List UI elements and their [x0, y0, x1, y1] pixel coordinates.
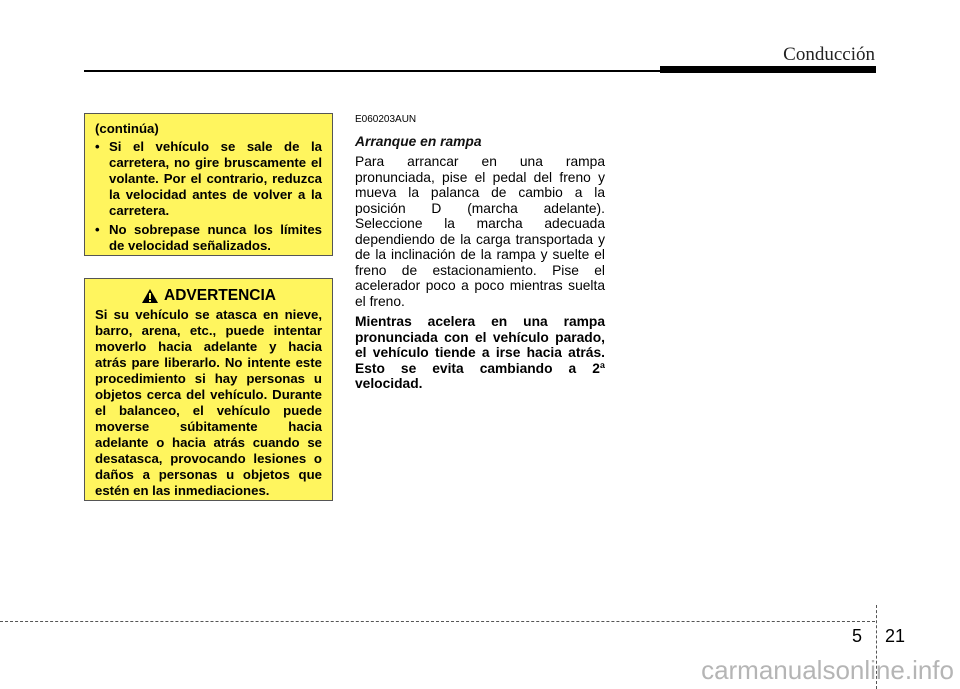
chapter-number: 5 [852, 626, 863, 646]
list-item-text: No sobrepase nunca los límites de velocidad señalizados. [109, 222, 322, 253]
warning-icon [141, 288, 159, 304]
warning-text: Si su vehículo se atasca en nieve, barro, arena, etc., puede intentar moverlo hacia adelante y hacia atrás pare liberarlo. No intente este procedimiento si hay personas u objetos cerca del vehículo. Durante el balanceo, el vehículo puede moverse súbitamente hacia adelante o hacia atrás cuando se desatasca, provocando lesiones o daños a personas u objetos que estén en las inmediaciones. [95, 307, 322, 498]
header-rule-thin [84, 70, 660, 72]
continuation-box [84, 113, 333, 256]
page-number: 21 [885, 626, 906, 646]
section-code: E060203AUN [355, 114, 417, 125]
main-column [355, 112, 605, 392]
header-rule-thick [660, 66, 876, 73]
warning-title: ADVERTENCIA [164, 287, 276, 304]
continuation-list [95, 139, 322, 254]
section-subtitle: Arranque en rampa [355, 133, 482, 149]
list-item [95, 139, 322, 219]
continuation-heading: (continúa) [95, 121, 159, 136]
warning-box [84, 278, 333, 501]
section-paragraph: Para arrancar en una rampa pronunciada, pise el pedal del freno y mueva la palanca de cambio a la posición D (marcha adelante). Seleccione la marcha adecuada dependiendo de la carga transportada y de la inclinación de la rampa y suelte el freno de estacionamiento. Pise el acelerador poco a poco mientras suelta el freno. [355, 154, 605, 309]
list-item-text: Si el vehículo se sale de la carretera, no gire bruscamente el volante. Por el contrario, reduzca la velocidad antes de volver a la carretera. [109, 139, 322, 218]
header-title: Conducción [783, 44, 875, 65]
bullet-icon: • [95, 139, 100, 154]
list-item [95, 222, 322, 254]
watermark: carmanualsonline.info [701, 655, 954, 685]
warning-header [95, 288, 322, 304]
bullet-icon: • [95, 222, 100, 237]
section-bold-paragraph: Mientras acelera en una rampa pronunciada con el vehículo parado, el vehículo tiende a irse hacia atrás. Esto se evita cambiando a 2ª velocidad. [355, 314, 605, 391]
footer-rule [0, 621, 875, 622]
